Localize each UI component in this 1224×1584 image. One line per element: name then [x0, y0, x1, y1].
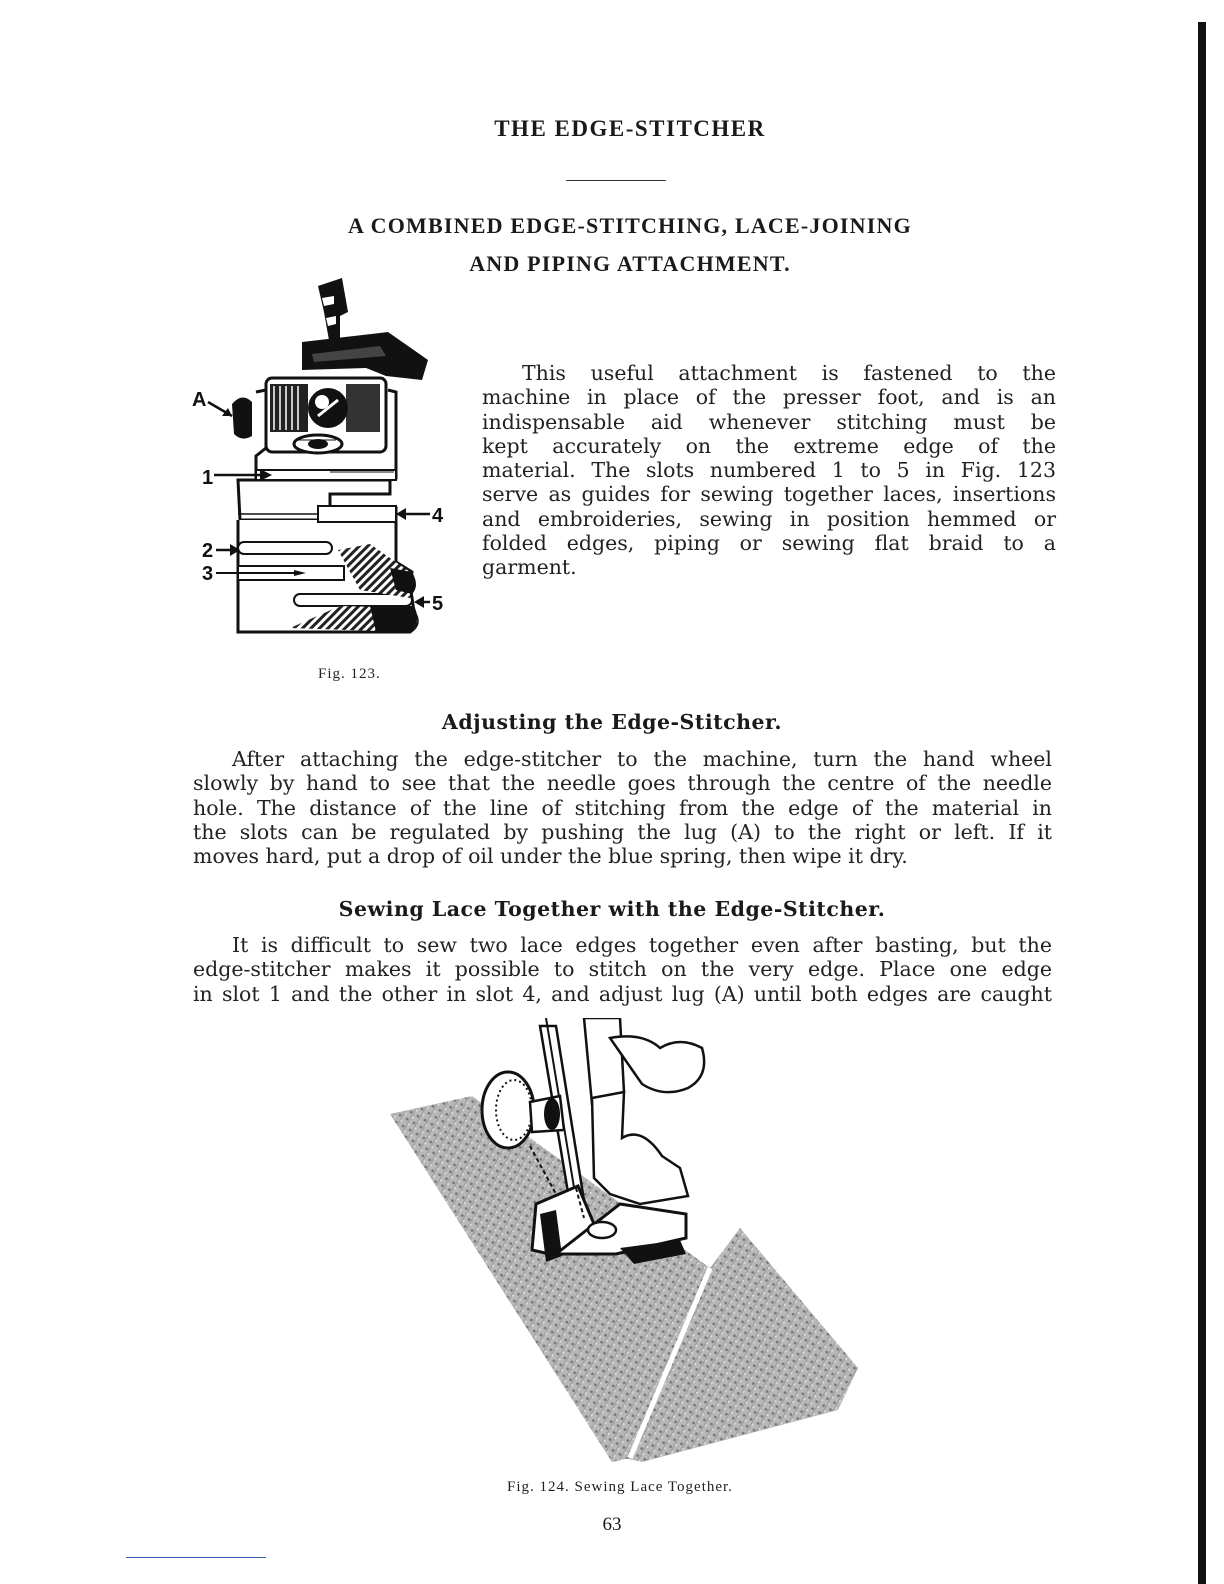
sewing-lace-line: in slot 1 and the other in slot 4, and adjust lug (A) until both edges are caught — [193, 981, 1052, 1006]
adjusting-line: moves hard, put a drop of oil under the blue spring, then wipe it dry. — [193, 844, 908, 869]
intro-line: and embroideries, sewing in position hemmed or — [482, 506, 1056, 531]
adjusting-line: hole. The distance of the line of stitching from the edge of the material in — [193, 795, 1052, 820]
page-title: THE EDGE-STITCHER — [494, 116, 766, 141]
page-number: 63 — [602, 1514, 622, 1535]
intro-line: This useful attachment is fastened to the — [522, 361, 1056, 385]
label-slot-1: 1 — [202, 467, 214, 489]
title-divider — [566, 180, 666, 181]
label-slot-2: 2 — [202, 540, 214, 562]
intro-line: garment. — [482, 555, 577, 580]
sewing-lace-paragraph — [193, 933, 1052, 1006]
intro-line: machine in place of the presser foot, and is an — [482, 385, 1056, 410]
spring-housing — [266, 378, 386, 453]
edge-stitcher-figure — [190, 272, 460, 644]
label-a: A — [192, 389, 207, 411]
shank — [302, 278, 428, 380]
label-slot-3: 3 — [202, 563, 214, 585]
adjusting-paragraph — [193, 747, 1052, 868]
intro-line: indispensable aid whenever stitching must be — [482, 409, 1056, 434]
scan-edge-bar — [1198, 22, 1206, 1584]
label-slot-4: 4 — [432, 505, 444, 527]
lug-a — [232, 397, 252, 438]
subtitle-line-2: AND PIPING ATTACHMENT. — [469, 251, 791, 276]
adjusting-line: After attaching the edge-stitcher to the machine, turn the hand wheel — [232, 747, 1052, 771]
adjusting-line: the slots can be regulated by pushing the lug (A) to the right or left. If it — [193, 819, 1052, 844]
footnote-rule — [126, 1557, 266, 1558]
sewing-lace-line: It is difficult to sew two lace edges together even after basting, but the — [232, 933, 1052, 957]
figure-124-caption: Fig. 124. Sewing Lace Together. — [507, 1479, 733, 1495]
sewing-lace-figure — [380, 1018, 870, 1466]
intro-line: folded edges, piping or sewing flat braid to a — [482, 531, 1056, 556]
section-heading-sewing-lace: Sewing Lace Together with the Edge-Stitcher. — [338, 897, 886, 921]
intro-line: serve as guides for sewing together laces, insertions — [482, 482, 1056, 507]
intro-line: material. The slots numbered 1 to 5 in Fig. 123 — [482, 458, 1056, 483]
figure-123-caption: Fig. 123. — [318, 666, 381, 682]
subtitle-line-1: A COMBINED EDGE-STITCHING, LACE-JOINING — [348, 213, 912, 238]
sewing-lace-line: edge-stitcher makes it possible to stitch on the very edge. Place one edge — [193, 957, 1052, 982]
intro-line: kept accurately on the extreme edge of the — [482, 433, 1056, 458]
label-slot-5: 5 — [432, 593, 444, 615]
intro-paragraph — [482, 361, 1056, 580]
section-heading-adjusting: Adjusting the Edge-Stitcher. — [441, 710, 783, 734]
adjusting-line: slowly by hand to see that the needle goes through the centre of the needle — [193, 771, 1052, 796]
